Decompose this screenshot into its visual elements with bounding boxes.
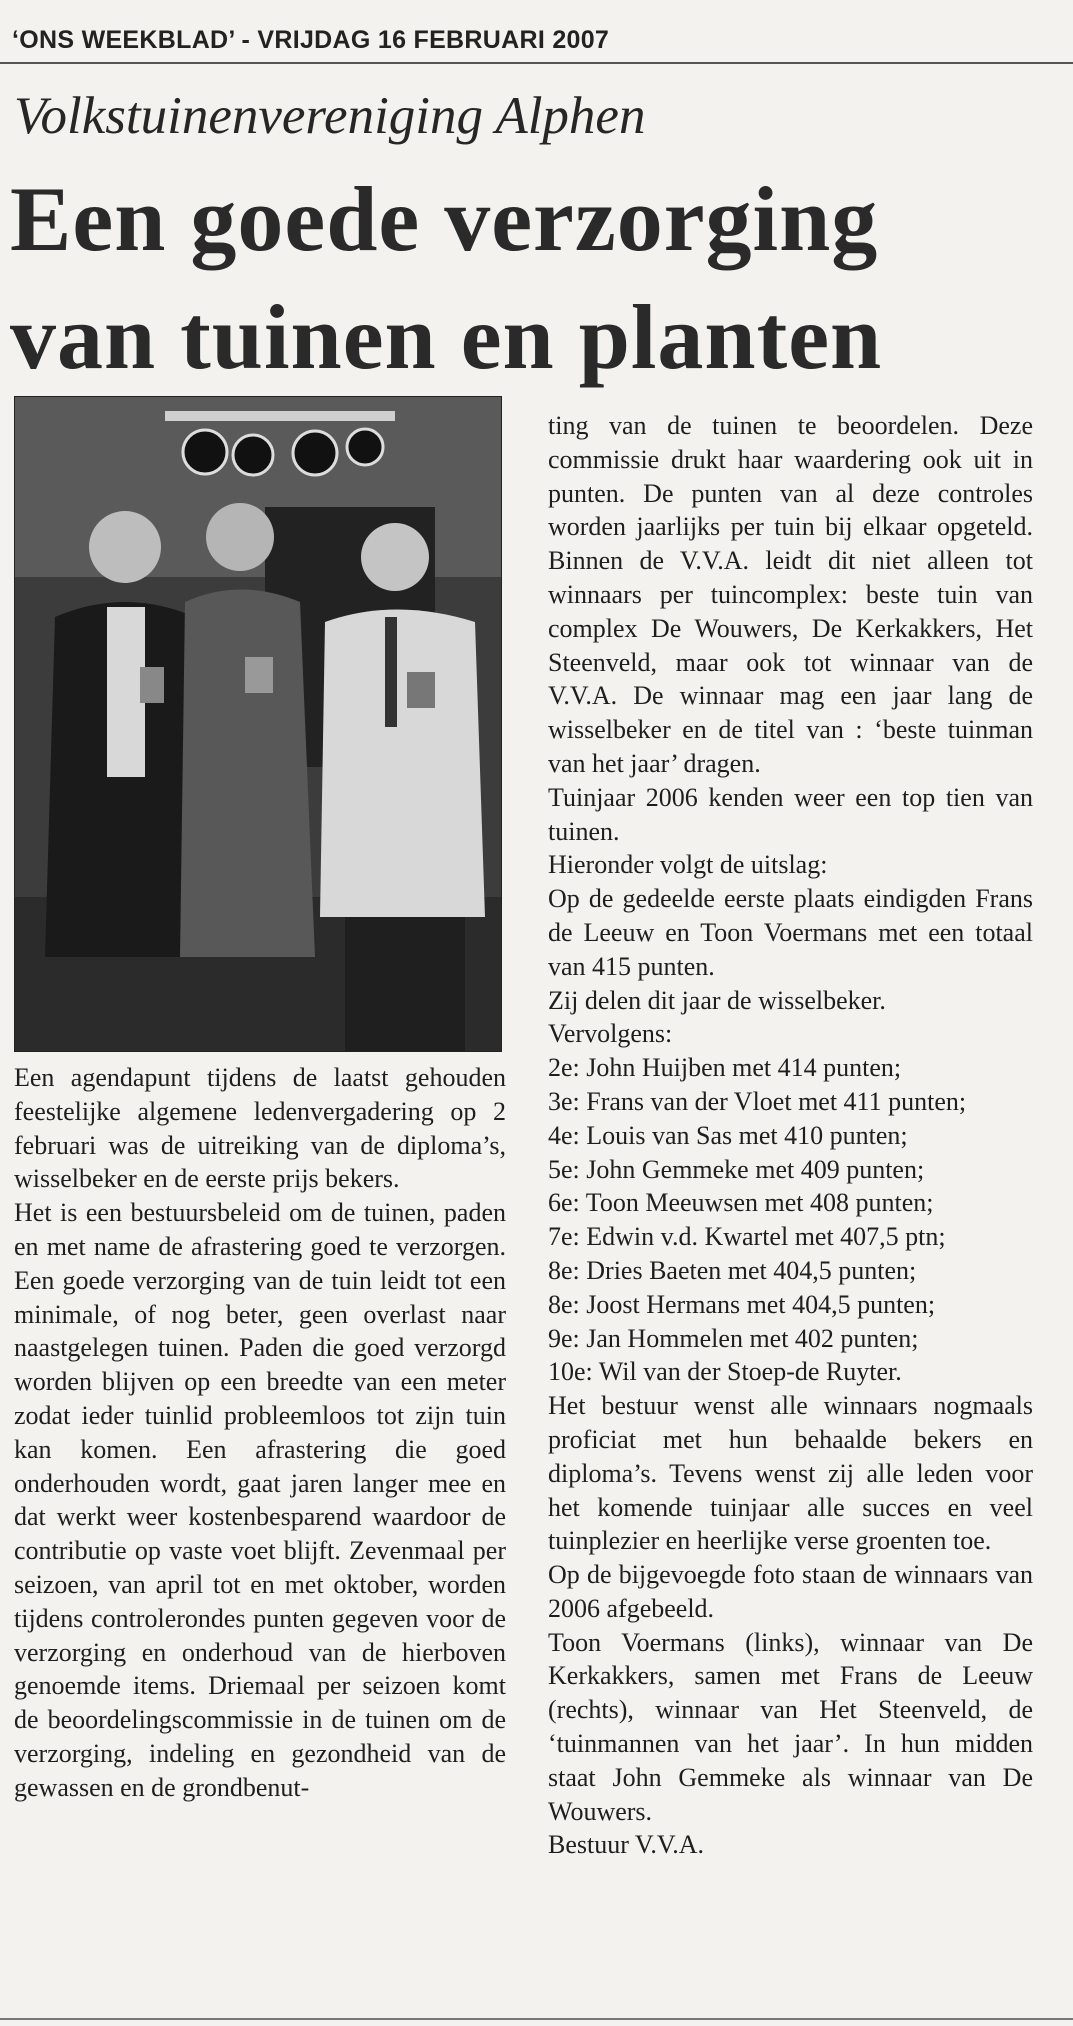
masthead-rule: [0, 62, 1073, 64]
ranking-item: 2e: John Huijben met 414 punten;: [548, 1053, 902, 1083]
ranking-item: 9e: Jan Hommelen met 402 punten;: [548, 1323, 919, 1353]
closing-paragraph-1: Het bestuur wenst alle winnaars nogmaals proficiat met hun behaalde bekers en diploma’s. Tevens wenst zij alle leden voor het komende tuinjaar alle succes en veel tuinplezier en heerlijke verse groenten toe.: [548, 1391, 1033, 1556]
right-column: [548, 409, 1033, 1862]
kicker: Volkstuinenvereniging Alphen: [14, 87, 646, 145]
headline-line-1: Een goede verzorging: [10, 168, 879, 270]
ranking-item: 3e: Frans van der Vloet met 411 punten;: [548, 1086, 967, 1116]
right-paragraph-4: Op de gedeelde eerste plaats eindigden Frans de Leeuw en Toon Voermans met een totaal van 415 punten.: [548, 884, 1033, 981]
right-paragraph-3: Hieronder volgt de uitslag:: [548, 850, 828, 880]
masthead: ‘ONS WEEKBLAD’ - VRIJDAG 16 FEBRUARI 2007: [12, 26, 610, 54]
ranking-item: 8e: Dries Baeten met 404,5 punten;: [548, 1255, 917, 1285]
right-paragraph-2: Tuinjaar 2006 kenden weer een top tien van tuinen.: [548, 782, 1033, 846]
headline: [10, 160, 882, 396]
closing-paragraph-3: Toon Voermans (links), winnaar van De Kerkakkers, samen met Frans de Leeuw (rechts), winnaar van Het Steenveld, de ‘tuinmannen van het jaar’. In hun midden staat John Gemmeke als winnaar van De Wouwers.: [548, 1627, 1033, 1826]
ranking-item: 5e: John Gemmeke met 409 punten;: [548, 1154, 925, 1184]
bottom-rule: [0, 2018, 1073, 2020]
photo: [14, 396, 502, 1052]
left-paragraph-2: Het is een bestuursbeleid om de tuinen, paden en met name de afrastering goed te verzorgen. Een goede verzorging van de tuin leidt tot een minimale, of nog beter, geen overlast naar naastgelegen tuinen. Paden die goed verzorgd worden blijven op een breedte van een meter zodat ieder tuinlid probleemloos tot zijn tuin kan komen. Een afrastering die goed onderhouden wordt, gaat jaren langer mee en dat werkt weer kostenbesparend waardoor de contributie op vaste voet blijft. Zevenmaal per seizoen, van april tot en met oktober, worden tijdens controlerondes punten gegeven voor de verzorging en onderhoud van de hierboven genoemde items. Driemaal per seizoen komt de beoordelingscommissie in de tuinen om de verzorging, indeling en gezondheid van de gewassen en de grondbenut-: [14, 1198, 506, 1802]
signature: Bestuur V.V.A.: [548, 1830, 705, 1860]
ranking-item: 4e: Louis van Sas met 410 punten;: [548, 1120, 908, 1150]
closing-paragraph-2: Op de bijgevoegde foto staan de winnaars van 2006 afgebeeld.: [548, 1560, 1033, 1623]
ranking-item: 10e: Wil van der Stoep-de Ruyter.: [548, 1357, 902, 1387]
right-paragraph-1: ting van de tuinen te beoordelen. Deze commissie drukt haar waardering ook uit in punten. De punten van al deze controles worden jaarlijks per tuin bij elkaar opgeteld. Binnen de V.V.A. leidt dit niet alleen tot winnaars per tuincomplex: beste tuin van complex De Wouwers, De Kerkakkers, Het Steenveld, maar ook tot winnaar van de V.V.A. De winnaar mag een jaar lang de wisselbeker en de titel van : ‘beste tuinman van het jaar’ dragen.: [548, 411, 1033, 778]
ranking-list: [548, 1051, 1033, 1389]
headline-line-2: van tuinen en planten: [10, 286, 883, 388]
right-paragraph-5: Zij delen dit jaar de wisselbeker.: [548, 985, 886, 1015]
ranking-item: 6e: Toon Meeuwsen met 408 punten;: [548, 1188, 934, 1218]
ranking-item: 7e: Edwin v.d. Kwartel met 407,5 ptn;: [548, 1222, 946, 1252]
left-paragraph-1: Een agendapunt tijdens de laatst gehouden feestelijke algemene ledenvergadering op 2 februari was de uitreiking van de diploma’s, wisselbeker en de eerste prijs bekers.: [14, 1063, 506, 1194]
photo-of-three-men-holding-trophies-icon: [15, 397, 501, 1051]
right-paragraph-6: Vervolgens:: [548, 1019, 673, 1049]
ranking-item: 8e: Joost Hermans met 404,5 punten;: [548, 1289, 936, 1319]
left-column: [14, 1061, 506, 1805]
